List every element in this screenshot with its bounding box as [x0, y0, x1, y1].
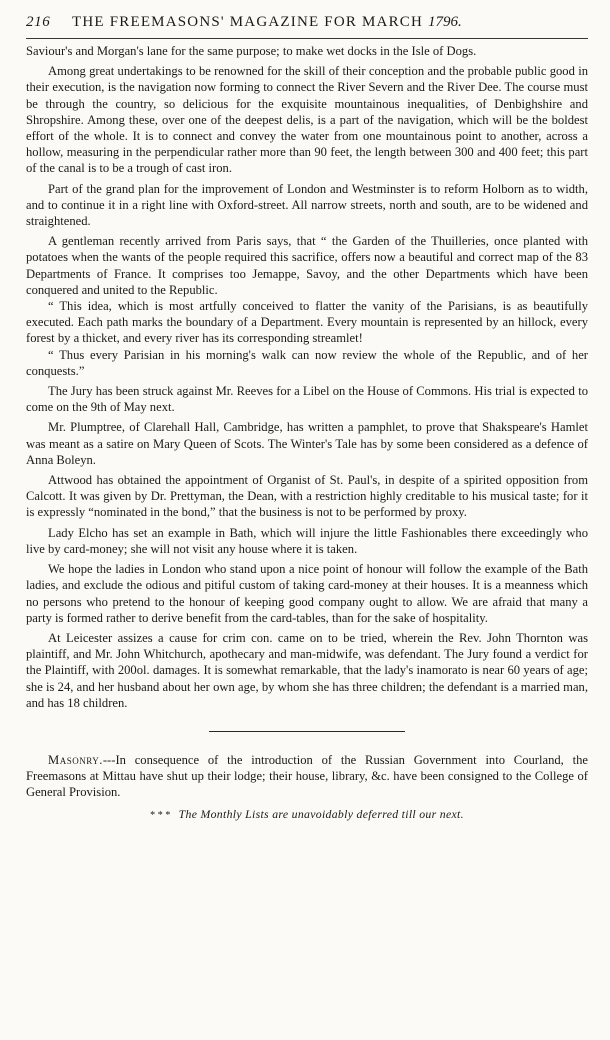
- paragraph-leicester: At Leicester assizes a cause for crim con. came on to be tried, wherein the Rev. John Thornton was plaintiff, and Mr. John Whitchurch, apothecary and man-midwife, was defendant. The Jury found a verdict for the Plaintiff, with 200ol. damages. It is somewhat remarkable, that the lady's inamorato is near 60 years of age; she is 24, and her husband about her own age, by whom she has three children; the defendant is a married man, and has 18 children.: [26, 630, 588, 710]
- section-divider: [209, 731, 405, 732]
- footnote: [26, 807, 588, 822]
- paragraph-attwood: Attwood has obtained the appointment of Organist of St. Paul's, in despite of a spirited opposition from Calcott. It was given by Dr. Prettyman, the Dean, with a restriction highly creditable to his musical taste; for it is expressly “nominated in the bond,” that the business is not to be performed by proxy.: [26, 473, 588, 520]
- issue-year: 1796.: [428, 14, 462, 30]
- masonry-paragraph: [26, 752, 588, 801]
- paragraph-thuilleries-walk: “ Thus every Parisian in his morning's walk can now review the whole of the Republic, and of her conquests.”: [26, 347, 588, 378]
- page-number: 216: [26, 14, 51, 30]
- running-header: [26, 14, 588, 39]
- footnote-text: The Monthly Lists are unavoidably deferred till our next.: [178, 806, 464, 821]
- paragraph-elcho: Lady Elcho has set an example in Bath, which will injure the little Fashionables there exceedingly who live by card-money; she will not visit any house where it is taken.: [26, 525, 588, 556]
- magazine-title: THE FREEMASONS' MAGAZINE FOR MARCH: [72, 14, 424, 30]
- article-column: [26, 43, 588, 711]
- paragraph-thuilleries-idea: “ This idea, which is most artfully conceived to flatter the vanity of the Parisians, is as beautifully executed. Each path marks the boundary of a Department. Every mountain is represented by an hillock, every forest by a thicket, and every river has its corresponding streamlet!: [26, 299, 588, 346]
- paragraph-holborn: Part of the grand plan for the improvement of London and Westminster is to reform Holborn as to width, and to continue it in a right line with Oxford-street. All narrow streets, north and south, are to be widened and straightened.: [26, 181, 588, 229]
- asterism-icon: * * *: [150, 809, 171, 821]
- paragraph-plumptree: Mr. Plumptree, of Clarehall Hall, Cambridge, has written a pamphlet, to prove that Shakspeare's Hamlet was meant as a satire on Mary Queen of Scots. The Winter's Tale has by some been considered as a defence of Anna Boleyn.: [26, 420, 588, 467]
- paragraph-canal: Among great undertakings to be renowned for the skill of their conception and the probable public good in their execution, is the navigation now forming to connect the River Severn and the River Dee. The course must be through the country, so delicious for the exquisite mountainous inequalities, of Denbighshire and Shropshire. Among these, over one of the deepest delis, is a part of the navigation, which will be the boldest effort of the whole. It is to connect and convey the water from one mountainous point to another, across a hollow, measuring in the perpendicular rather more than 90 feet, the length between 300 and 400 feet; this part of the canal is to be a trough of cast iron.: [26, 64, 588, 176]
- masonry-lead: Masonry.: [48, 752, 103, 767]
- paragraph-card-money: We hope the ladies in London who stand upon a nice point of honour will follow the example of the Bath ladies, and exclude the odious and pitiful custom of taking card-money at their houses. It is a meanness which no persons who pretend to the honour of keeping good company ought to allow. We are afraid that many a party is formed rather to derive benefit from the card-tables, than for the sake of hospitality.: [26, 562, 588, 625]
- masonry-text: ---In consequence of the introduction of the Russian Government into Courland, the Freemasons at Mittau have shut up their lodge; their house, library, &c. have been consigned to the College of General Provision.: [26, 752, 588, 800]
- running-title: [72, 14, 588, 31]
- paragraph-docks: Saviour's and Morgan's lane for the same purpose; to make wet docks in the Isle of Dogs.: [26, 44, 477, 58]
- paragraph-thuilleries: A gentleman recently arrived from Paris says, that “ the Garden of the Thuilleries, once planted with potatoes when the wants of the people required this sacrifice, offers now a beautiful and correct map of the 83 Departments of France. It comprises too Jemappe, Savoy, and the other Departments which have been conquered and united to the Republic.: [26, 234, 588, 297]
- paragraph-reeves: The Jury has been struck against Mr. Reeves for a Libel on the House of Commons. His trial is expected to come on the 9th of May next.: [26, 384, 588, 415]
